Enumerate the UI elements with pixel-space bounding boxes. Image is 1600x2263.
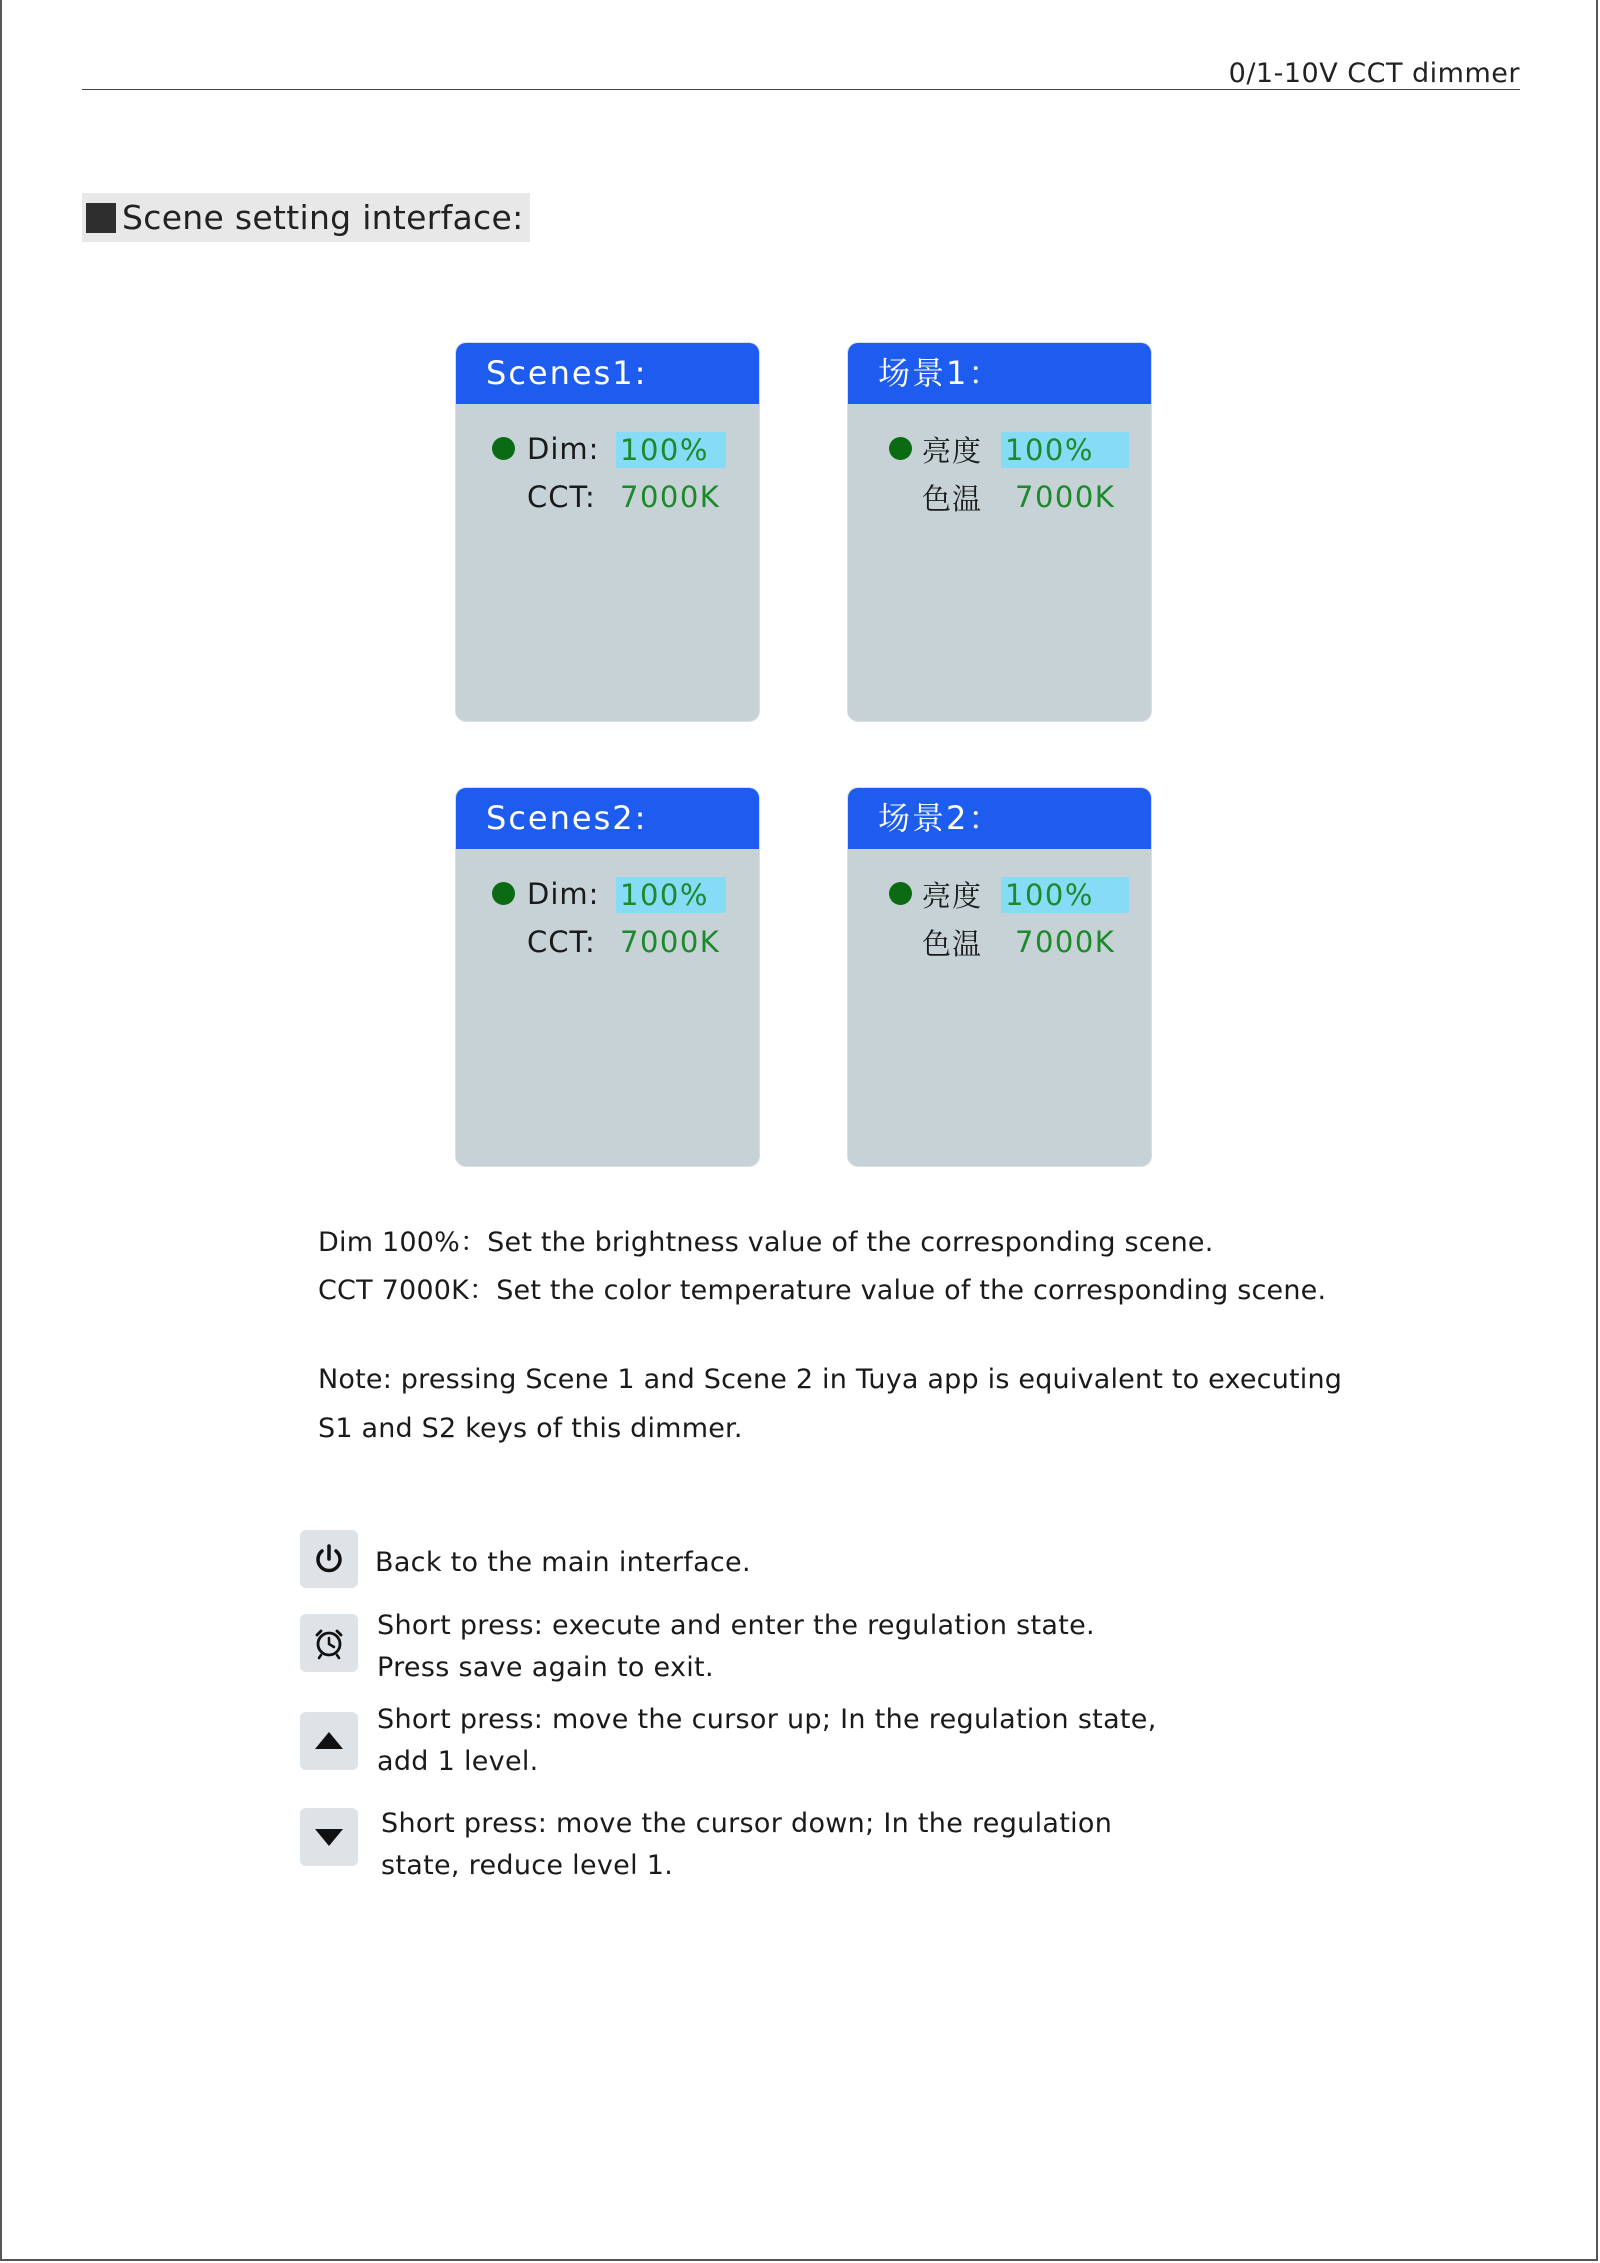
screen-scenes2-zh: [848, 788, 1151, 1166]
section-heading-text: Scene setting interface:: [122, 198, 524, 237]
cct-label: CCT:: [527, 480, 596, 514]
cct-value[interactable]: 7000K: [1015, 925, 1116, 959]
header-rule: [82, 89, 1520, 90]
screen-scenes1-en: [456, 343, 759, 721]
screen-title: 场景1：: [848, 343, 1151, 404]
screen-scenes1-zh: [848, 343, 1151, 721]
header-title: 0/1-10V CCT dimmer: [1228, 58, 1520, 89]
dim-label: Dim:: [527, 432, 600, 466]
screen-scenes2-en: [456, 788, 759, 1166]
save-key-description-line-2: Press save again to exit.: [377, 1652, 714, 1683]
power-key[interactable]: [300, 1530, 358, 1588]
note-line-1: Note: pressing Scene 1 and Scene 2 in Tuya app is equivalent to executing: [318, 1364, 1343, 1395]
dim-value[interactable]: 100%: [1001, 432, 1129, 468]
cursor-dot-icon: [889, 882, 912, 905]
up-key[interactable]: [300, 1712, 358, 1770]
dim-value[interactable]: 100%: [1001, 877, 1129, 913]
cct-label: 色温: [922, 926, 983, 961]
power-key-description: Back to the main interface.: [375, 1547, 751, 1578]
cct-label: 色温: [922, 481, 983, 516]
save-key[interactable]: [300, 1614, 358, 1672]
cursor-dot-icon: [889, 437, 912, 460]
triangle-down-icon: [313, 1826, 345, 1848]
screen-title: 场景2：: [848, 788, 1151, 849]
save-key-description-line-1: Short press: execute and enter the regulation state.: [377, 1610, 1095, 1641]
down-key[interactable]: [300, 1808, 358, 1866]
section-heading: [82, 193, 530, 242]
dim-description: Dim 100%：Set the brightness value of the corresponding scene.: [318, 1227, 1214, 1258]
cct-description: CCT 7000K：Set the color temperature value of the corresponding scene.: [318, 1275, 1327, 1306]
note-line-2: S1 and S2 keys of this dimmer.: [318, 1413, 743, 1444]
cursor-dot-icon: [492, 437, 515, 460]
cct-value[interactable]: 7000K: [620, 480, 721, 514]
alarm-clock-icon: [311, 1625, 347, 1661]
down-key-description-line-2: state, reduce level 1.: [381, 1850, 674, 1881]
square-bullet-icon: [86, 203, 116, 233]
screen-title: Scenes1:: [456, 343, 759, 404]
triangle-up-icon: [313, 1730, 345, 1752]
cct-label: CCT:: [527, 925, 596, 959]
up-key-description-line-2: add 1 level.: [377, 1746, 539, 1777]
dim-label: 亮度: [922, 878, 983, 913]
dim-label: 亮度: [922, 433, 983, 468]
screen-title: Scenes2:: [456, 788, 759, 849]
dim-value[interactable]: 100%: [616, 877, 726, 913]
up-key-description-line-1: Short press: move the cursor up; In the regulation state,: [377, 1704, 1157, 1735]
dim-label: Dim:: [527, 877, 600, 911]
cct-value[interactable]: 7000K: [620, 925, 721, 959]
down-key-description-line-1: Short press: move the cursor down; In the regulation: [381, 1808, 1113, 1839]
cct-value[interactable]: 7000K: [1015, 480, 1116, 514]
cursor-dot-icon: [492, 882, 515, 905]
dim-value[interactable]: 100%: [616, 432, 726, 468]
power-icon: [312, 1542, 346, 1576]
